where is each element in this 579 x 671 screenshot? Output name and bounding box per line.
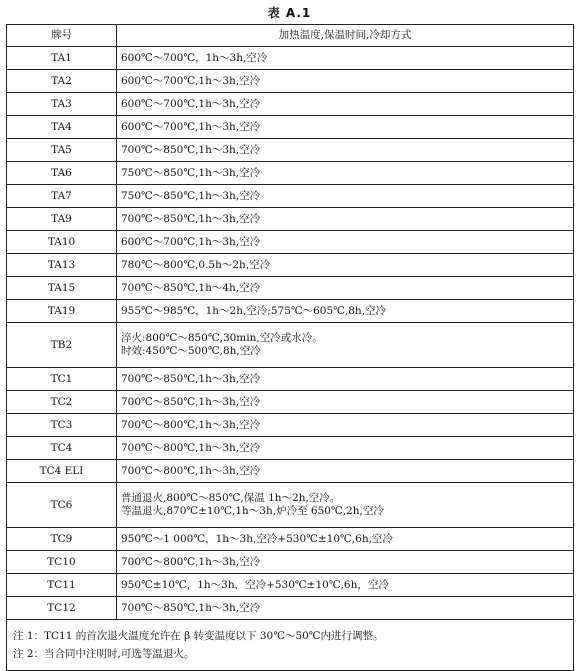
grade-cell: TA19 [7,300,117,323]
spec-cell [117,162,574,185]
spec-line: 700℃～850℃,1h～3h,空冷 [121,395,261,408]
spec-line: 780℃～800℃,0.5h～2h,空冷 [121,258,271,271]
grade-cell: TC4 [7,437,117,460]
table-row [7,139,574,162]
spec-cell [117,551,574,574]
spec-cell [117,368,574,391]
spec-line: 950℃±10℃，1h～3h，空冷+530℃±10℃,6h，空冷 [121,578,389,591]
table-row [7,70,574,93]
table-row [7,574,574,597]
table-row [7,93,574,116]
table-row [7,277,574,300]
grade-cell: TC3 [7,414,117,437]
table-row [7,162,574,185]
table-row [7,391,574,414]
header-grade: 牌号 [7,25,117,47]
table-row [7,414,574,437]
table-notes-row [7,620,574,671]
table-notes [7,620,574,671]
spec-cell [117,300,574,323]
spec-line: 700℃～800℃,1h～3h,空冷 [121,441,261,454]
spec-cell [117,47,574,70]
table-row [7,368,574,391]
spec-cell [117,460,574,483]
note-line: 注 1：TC11 的首次退火温度允许在 β 转变温度以下 30℃～50℃内进行调整。 [13,630,384,642]
spec-line: 700℃～850℃,1h～3h,空冷 [121,372,261,385]
spec-cell [117,483,574,528]
grade-cell: TA9 [7,208,117,231]
grade-cell: TA13 [7,254,117,277]
grade-cell: TB2 [7,323,117,368]
spec-line: 600℃～700℃,1h～3h,空冷 [121,74,261,87]
spec-cell [117,414,574,437]
spec-cell [117,391,574,414]
table-row [7,483,574,528]
spec-cell [117,597,574,620]
table-row [7,323,574,368]
spec-cell [117,528,574,551]
spec-cell [117,437,574,460]
table-row [7,116,574,139]
grade-cell: TC9 [7,528,117,551]
spec-cell [117,139,574,162]
grade-cell: TC1 [7,368,117,391]
annealing-table [6,24,574,671]
spec-line: 时效:450℃～500℃,8h,空冷 [121,345,261,357]
table-row [7,254,574,277]
spec-line: 950℃～1 000℃，1h～3h,空冷+530℃±10℃,6h,空冷 [121,532,393,545]
spec-line: 700℃～800℃,1h～3h,空冷 [121,418,261,431]
table-row [7,208,574,231]
spec-cell [117,70,574,93]
spec-cell [117,254,574,277]
table-header-row [7,25,574,47]
spec-line: 750℃～850℃,1h～3h,空冷 [121,189,261,202]
spec-line: 600℃～700℃,1h～3h,空冷 [121,120,261,133]
spec-cell [117,208,574,231]
spec-line: 700℃～800℃,1h～3h,空冷 [121,555,261,568]
grade-cell: TA2 [7,70,117,93]
spec-line: 600℃～700℃，1h～3h,空冷 [121,51,268,64]
spec-line: 955℃～985℃，1h～2h,空冷;575℃～605℃,8h,空冷 [121,304,387,317]
table-body [7,47,574,620]
table-row [7,231,574,254]
spec-cell [117,185,574,208]
spec-cell [117,231,574,254]
spec-line: 700℃～850℃,1h～3h,空冷 [121,601,261,614]
grade-cell: TC2 [7,391,117,414]
spec-cell [117,323,574,368]
spec-line: 700℃～850℃,1h～3h,空冷 [121,143,261,156]
spec-line: 700℃～800℃,1h～3h,空冷 [121,464,261,477]
spec-line: 700℃～850℃,1h～4h,空冷 [121,281,261,294]
table-row [7,185,574,208]
grade-cell: TC11 [7,574,117,597]
grade-cell: TC4 ELI [7,460,117,483]
grade-cell: TA4 [7,116,117,139]
table-row [7,528,574,551]
spec-line: 淬火:800℃～850℃,30min,空冷或水冷。 [121,332,323,344]
spec-line: 750℃～850℃,1h～3h,空冷 [121,166,261,179]
table-row [7,460,574,483]
spec-line: 600℃～700℃,1h～3h,空冷 [121,97,261,110]
grade-cell: TA7 [7,185,117,208]
spec-line: 700℃～850℃,1h～3h,空冷 [121,212,261,225]
note-line: 注 2：当合同中注明时,可选等温退火。 [13,648,195,660]
grade-cell: TA3 [7,93,117,116]
table-row [7,47,574,70]
grade-cell: TA5 [7,139,117,162]
table-row [7,597,574,620]
table-row [7,551,574,574]
grade-cell: TC12 [7,597,117,620]
spec-cell [117,574,574,597]
spec-line: 普通退火,800℃～850℃,保温 1h～2h,空冷。 [121,492,341,504]
grade-cell: TC10 [7,551,117,574]
spec-line: 600℃～700℃,1h～3h,空冷 [121,235,261,248]
header-spec: 加热温度,保温时间,冷却方式 [117,25,574,47]
spec-line: 等温退火,870℃±10℃,1h～3h,炉冷至 650℃,2h,空冷 [121,505,384,517]
grade-cell: TA1 [7,47,117,70]
spec-cell [117,116,574,139]
grade-cell: TA15 [7,277,117,300]
table-caption: 表 A.1 [267,6,312,20]
grade-cell: TA10 [7,231,117,254]
spec-cell [117,93,574,116]
grade-cell: TA6 [7,162,117,185]
spec-cell [117,277,574,300]
grade-cell: TC6 [7,483,117,528]
table-row [7,300,574,323]
table-row [7,437,574,460]
